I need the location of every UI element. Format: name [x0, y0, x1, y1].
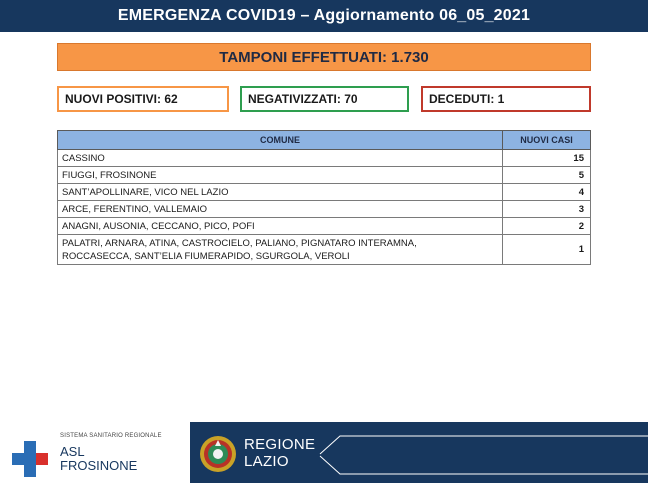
table-row: [58, 184, 591, 201]
page-title: EMERGENZA COVID19 – Aggiornamento 06_05_2021: [0, 0, 648, 32]
regione-emblem-icon: [199, 434, 237, 474]
nuovi-casi-cell: 4: [503, 184, 591, 201]
comune-cell: ARCE, FERENTINO, VALLEMAIO: [58, 201, 503, 218]
table-header-row: [58, 131, 591, 150]
nuovi-positivi-box: NUOVI POSITIVI: 62: [57, 86, 229, 112]
negativizzati-box: NEGATIVIZZATI: 70: [240, 86, 409, 112]
asl-name: [60, 445, 170, 473]
comune-cell: SANT’APOLLINARE, VICO NEL LAZIO: [58, 184, 503, 201]
asl-subtitle: SISTEMA SANITARIO REGIONALE: [60, 433, 162, 439]
nuovi-casi-cell: 15: [503, 150, 591, 167]
table-row: [58, 167, 591, 184]
nuovi-casi-cell: 1: [503, 235, 591, 265]
cases-table: [57, 130, 591, 265]
comune-cell: [58, 235, 503, 265]
asl-cross-logo-icon: [12, 441, 48, 477]
table-row: [58, 235, 591, 265]
comune-cell: FIUGGI, FROSINONE: [58, 167, 503, 184]
tamponi-banner: TAMPONI EFFETTUATI: 1.730: [57, 43, 591, 71]
column-header-nuovi-casi: NUOVI CASI: [503, 131, 591, 150]
asl-name-line-1: ASL: [60, 444, 85, 459]
table-row: [58, 218, 591, 235]
comune-cell-line-2: ROCCASECCA, SANT’ELIA FIUMERAPIDO, SGURGOLA, VEROLI: [62, 250, 350, 262]
regione-name-line-1: REGIONE: [244, 436, 316, 453]
comune-cell: CASSINO: [58, 150, 503, 167]
table-row: [58, 150, 591, 167]
nuovi-casi-cell: 3: [503, 201, 591, 218]
regione-name-line-2: LAZIO: [244, 453, 289, 470]
decorative-chevron-lines-icon: [300, 432, 648, 478]
asl-name-line-2: FROSINONE: [60, 458, 138, 473]
deceduti-box: DECEDUTI: 1: [421, 86, 591, 112]
comune-cell: ANAGNI, AUSONIA, CECCANO, PICO, POFI: [58, 218, 503, 235]
nuovi-casi-cell: 5: [503, 167, 591, 184]
comune-cell-line-1: PALATRI, ARNARA, ATINA, CASTROCIELO, PALIANO, PIGNATARO INTERAMNA,: [62, 237, 417, 249]
column-header-comune: COMUNE: [58, 131, 503, 150]
nuovi-casi-cell: 2: [503, 218, 591, 235]
table-row: [58, 201, 591, 218]
